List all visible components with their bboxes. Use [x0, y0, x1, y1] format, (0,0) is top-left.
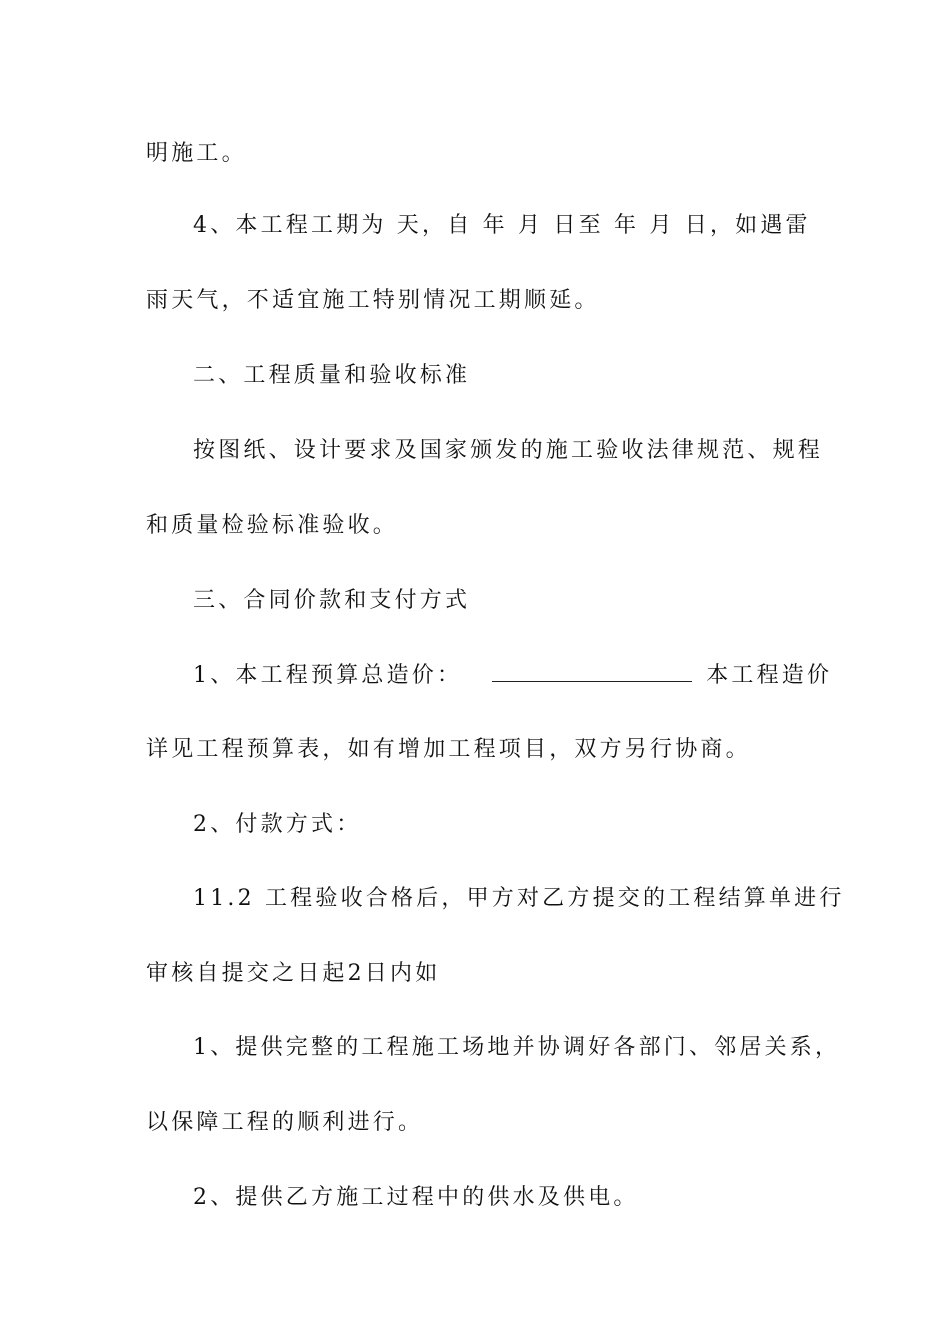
paragraph-line: 按图纸、设计要求及国家颁发的施工验收法律规范、规程	[193, 438, 824, 463]
paragraph-line: 2、提供乙方施工过程中的供水及供电。	[193, 1185, 639, 1210]
budget-blank-line	[492, 661, 692, 682]
paragraph-line: 4、本工程工期为 天，自 年 月 日至 年 月 日，如遇雷	[193, 213, 811, 238]
paragraph-line: 明施工。	[146, 141, 247, 166]
paragraph-line: 和质量检验标准验收。	[146, 513, 399, 538]
budget-label: 1、本工程预算总造价：	[193, 663, 463, 688]
paragraph-line: 11.2 工程验收合格后，甲方对乙方提交的工程结算单进行	[193, 886, 845, 911]
paragraph-line: 审核自提交之日起2日内如	[146, 961, 441, 986]
paragraph-line: 1、提供完整的工程施工场地并协调好各部门、邻居关系，	[193, 1035, 841, 1060]
section-heading: 三、合同价款和支付方式	[193, 588, 471, 613]
paragraph-line: 详见工程预算表，如有增加工程项目，双方另行协商。	[146, 737, 751, 762]
budget-trailing-text: 本工程造价	[706, 663, 833, 688]
section-heading: 二、工程质量和验收标准	[193, 363, 471, 388]
paragraph-line: 以保障工程的顺利进行。	[146, 1110, 424, 1135]
paragraph-line	[193, 661, 833, 690]
paragraph-line: 雨天气，不适宜施工特别情况工期顺延。	[146, 288, 600, 313]
paragraph-line: 2、付款方式：	[193, 812, 362, 837]
